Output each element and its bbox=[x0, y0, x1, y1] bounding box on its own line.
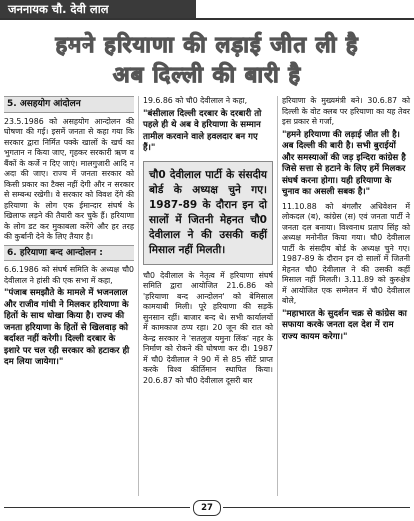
paragraph: हरियाणा के मुख्यमंत्री बने। 30.6.87 को दिल्ली के वोट क्लब पर हरियाणा का यह तेवर इस प्रकार से गर्जा, bbox=[282, 96, 410, 126]
footer-rule bbox=[4, 507, 190, 508]
paragraph: 23.5.1986 को असहयोग आन्दोलन की घोषणा की गई। इसमें जनता से कहा गया कि सरकार द्वारा निर्मित पक्के खालों के खर्च का भुगतान न किया जाए, गृहकर सरकारी ऋण व बैंकों के कर्जे न दिए जाएं। मालगुजारी आदि न अदा की जाए। राज्य में जनता सरकार को किसी प्रकार का टैक्स नहीं देगी और न सरकार से सम्बन्ध रखेगी। वे सरकार को विवश देंगे की हरियाणा के लोग एक ईमान्दार संघर्ष के खिलाफ लड़ने की तैयारी कर चुके हैं। हरियाणा के लोग डट कर मुकाबला करेंगे और हर तरह की कुर्बानी देने के लिए तैयार है। bbox=[4, 116, 134, 241]
column-1 bbox=[4, 96, 134, 372]
footer-rule bbox=[223, 507, 410, 508]
paragraph: 19.6.86 को चौ0 देवीलाल ने कहा, bbox=[143, 96, 248, 105]
quote: "हमने हरियाणा की लड़ाई जीत ली है। अब दिल्ली की बारी है। सभी बुराईयों और समस्याओं की जड़ इन्दिरा कांग्रेस है जिसे सत्ता से हटाने के लिए हमें मिलकर संघर्ष करना होगा। यही हरियाणा के चुनाव का असली सबक है।" bbox=[282, 129, 406, 197]
paragraph: 6.6.1986 को संघर्ष समिति के अध्यक्ष चौ0 देवीलाल ने हांसी की एक सभा में कहा, bbox=[4, 265, 134, 285]
section-heading: 6. हरियाणा बन्द आन्दोलन : bbox=[4, 245, 134, 262]
page-number: 27 bbox=[193, 500, 221, 516]
header-bar bbox=[0, 0, 414, 20]
highlight-box: चौ0 देवीलाल पार्टी के संसदीय बोर्ड के अध्यक्ष चुने गए। 1987-89 के दौरान इन दो सालों में जितनी मेहनत चौ0 देवीलाल ने की उसकी कहीं मिसाल नहीं मिलती। bbox=[143, 161, 273, 265]
column-3 bbox=[282, 96, 410, 346]
headline bbox=[0, 30, 414, 90]
quote: "महाभारत के सुदर्शन चक्र से कांग्रेस का सफाया करके जनता दल देश में राम राज्य कायम करेगा।" bbox=[282, 308, 407, 342]
footer bbox=[0, 500, 414, 514]
quote: "बंसीलाल दिल्ली दरबार के दरबारी तो पहले ही थे अब वे हरियाणा के सम्मान तामील करवाने वाले हवलदार बन गए हैं।" bbox=[143, 108, 262, 153]
headline-line-2: अब दिल्ली की बारी है bbox=[112, 62, 302, 88]
column-divider bbox=[138, 96, 139, 496]
section-heading: 5. असहयोग आंदोलन bbox=[4, 96, 134, 113]
header-title: जननायक चौ. देवी लाल bbox=[0, 0, 196, 18]
column-2 bbox=[143, 96, 273, 388]
paragraph: चौ0 देवीलाल के नेतृत्व में हरियाणा संघर्ष समिति द्वारा आयोजित 21.6.86 को 'हरियाणा बन्द आन्दोलन' को बेमिसाल कामयाबी मिली। पूरे हरियाणा की सड़कें सुनसान रहीं। बाजार बन्द थे। सभी कार्यालयों में कामकाज ठप्प रहा। 20 जून की रात को केन्द्र सरकार ने 'सतलुज यमुना लिंक' नहर के निर्माण को रोकने की घोषणा कर दी। 1987 में चौ0 देवीलाल ने 90 में से 85 सीटें प्राप्त करके विश्व कीर्तिमान स्थापित किया। 20.6.87 को चौ0 देवीलाल दूसरी बार bbox=[143, 270, 273, 385]
column-divider bbox=[277, 96, 278, 496]
headline-line-1: हमने हरियाणा की लड़ाई जीत ली है bbox=[55, 32, 359, 58]
quote: "पंजाब समझौते के मामले में भजनलाल और राजीव गांधी ने मिलकर हरियाणा के हितों के साथ धोखा किया है। राज्य की जनता हरियाणा के हितों से खिलवाड़ को बर्दाश्त नहीं करेगी। दिल्ली दरबार के इशारे पर चल रही सरकार को हटाकर ही दम लिया जायेगा।" bbox=[4, 288, 130, 367]
paragraph: 11.10.88 को बंगलौर अधिवेशन में लोकदल (ब), कांग्रेस (स) एवं जनता पार्टी ने जनता दल बनाया। विश्वनाथ प्रताप सिंह को अध्यक्ष मनोनीत किया गया। चौ0 देवीलाल पार्टी के संसदीय बोर्ड के अध्यक्ष चुने गए। 1987-89 के दौरान इन दो सालों में जितनी मेहनत चौ0 देवीलाल ने की उसकी कहीं मिसाल नहीं मिलती। 3.11.89 को कुरुक्षेत्र में आयोजित एक सम्मेलन में चौ0 देवीलाल बोले, bbox=[282, 201, 410, 305]
